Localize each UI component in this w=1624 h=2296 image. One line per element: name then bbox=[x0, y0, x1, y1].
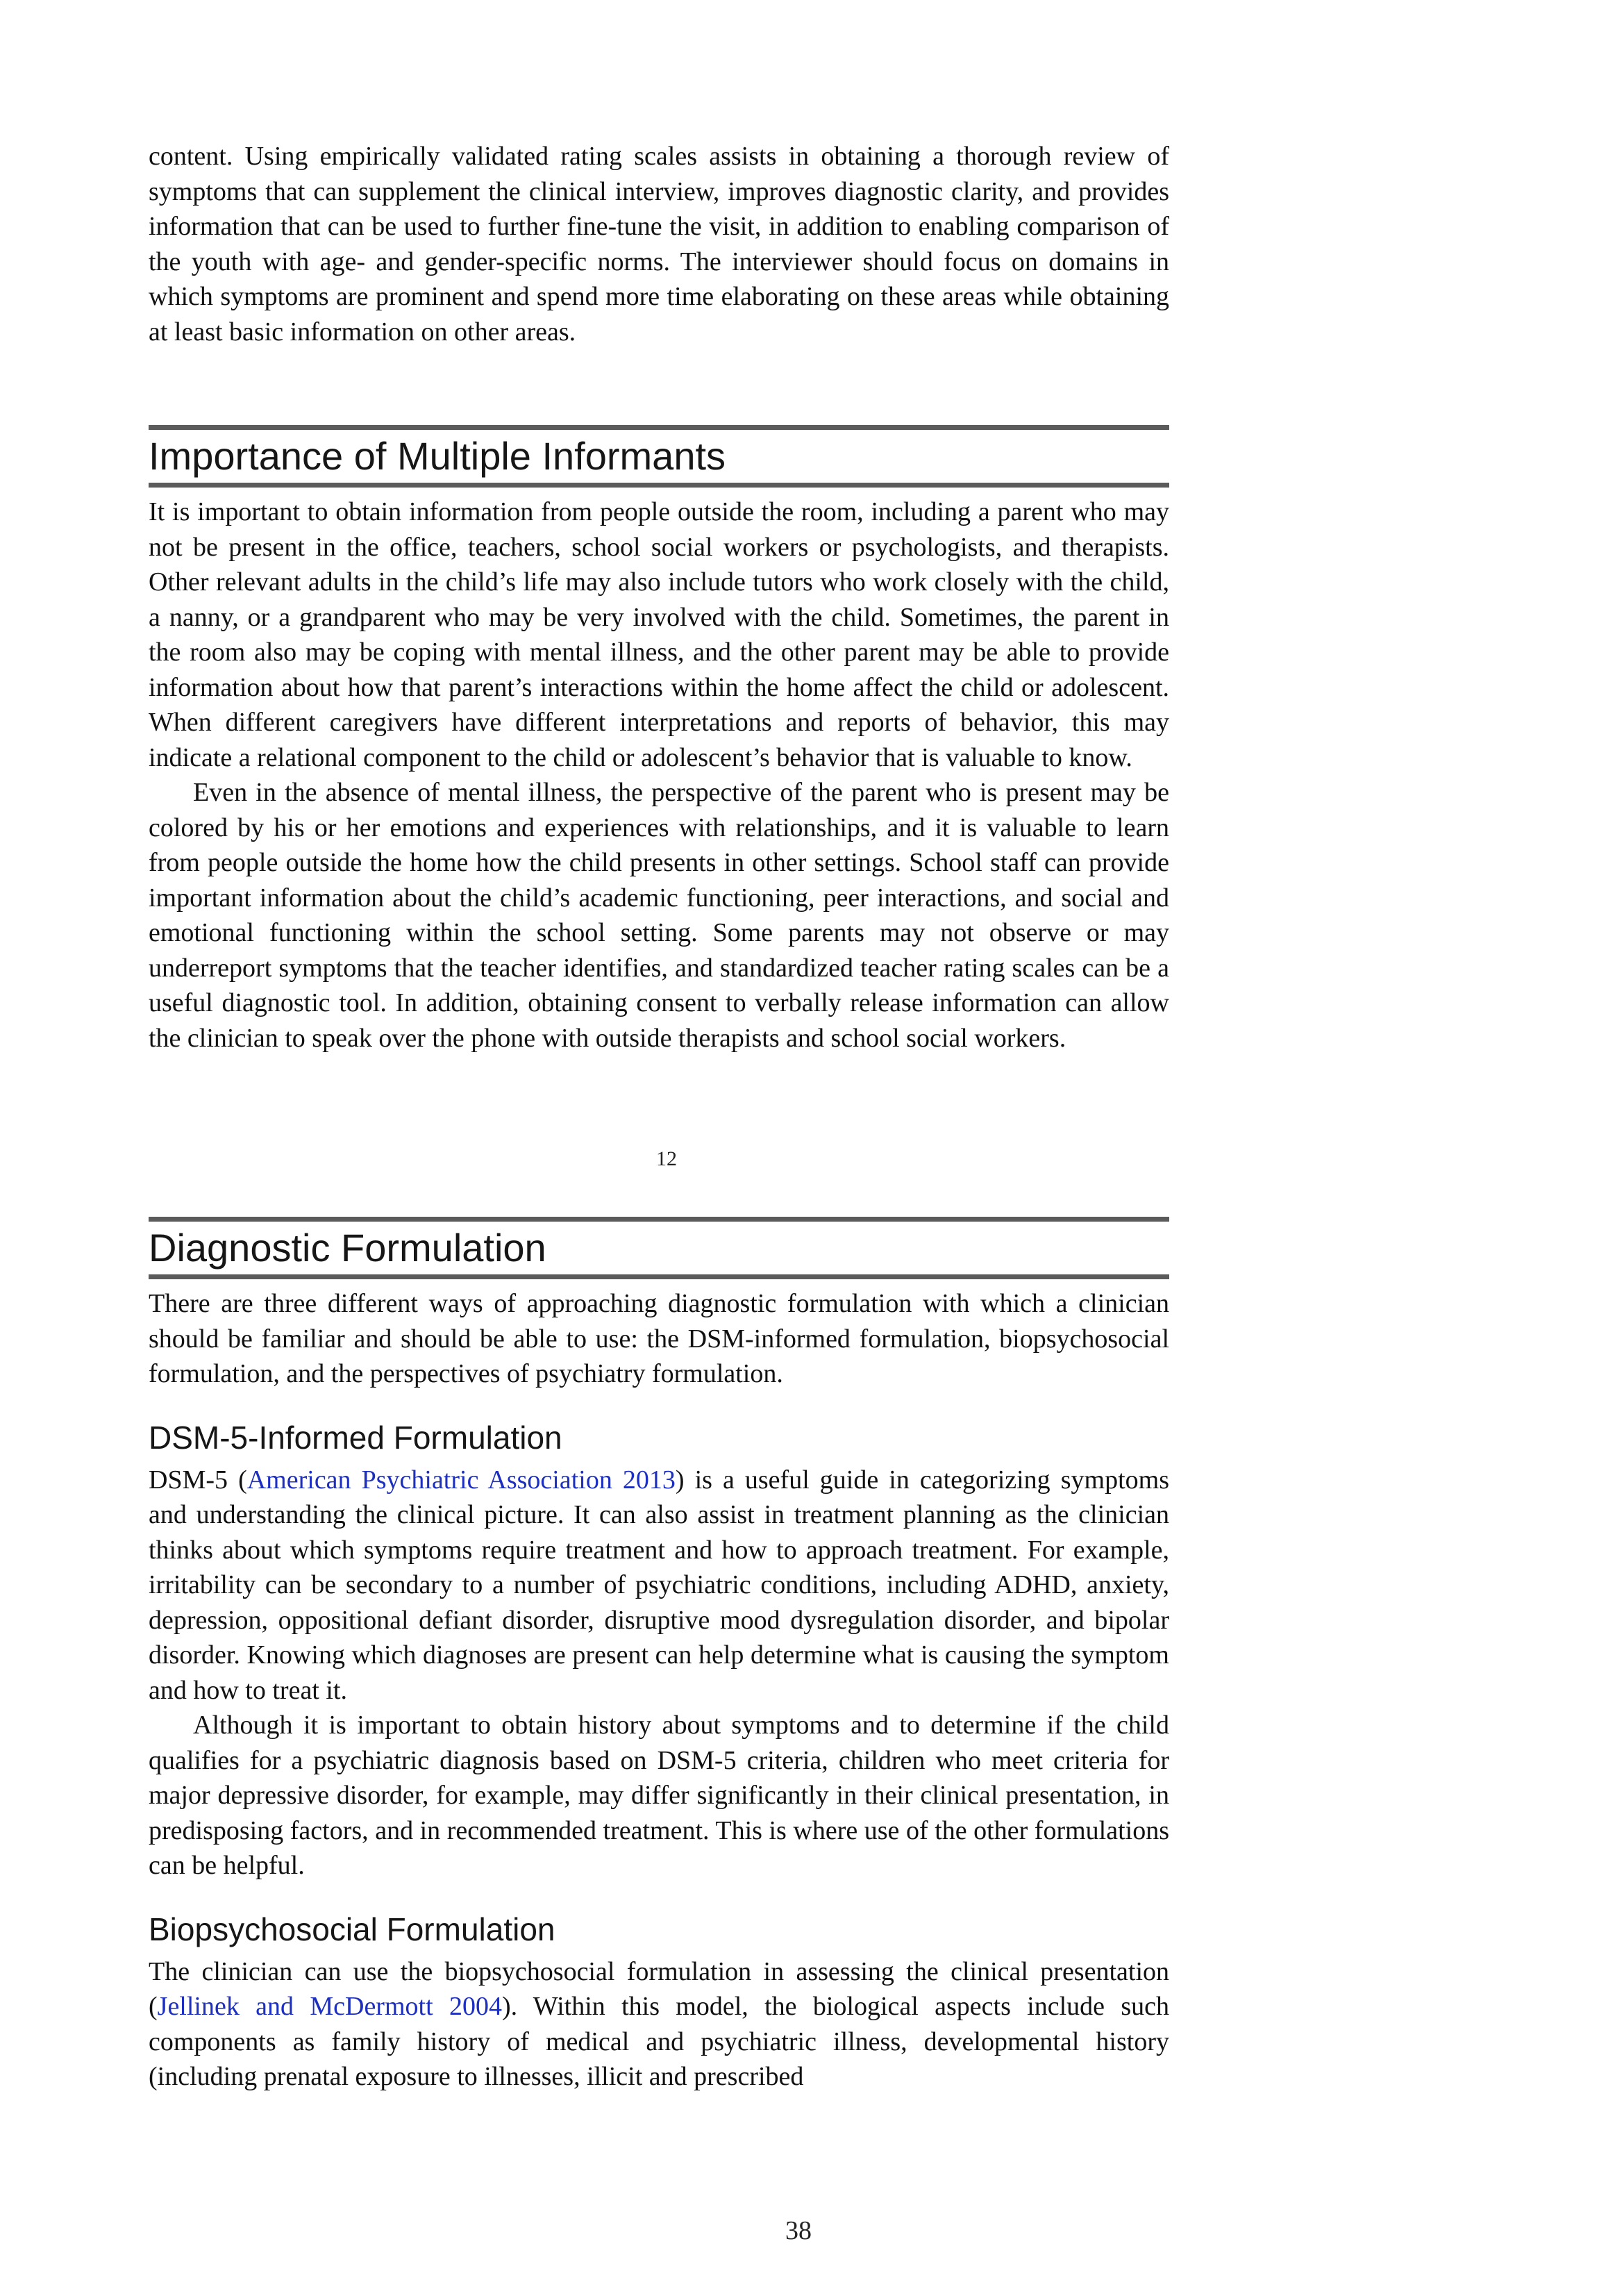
page-number: 38 bbox=[785, 2216, 812, 2245]
inner-page-number: 12 bbox=[656, 1147, 677, 1170]
heading-rule-bottom bbox=[149, 483, 1169, 488]
text-run: ) is a useful guide in categorizing symptoms and understanding the clinical picture. It can also assist in treatment planning as the clinician thinks about which symptoms require treatment and how to approach treatment. For example, irritability can be secondary to a number of psychiatric conditions, including ADHD, anxiety, depression, oppositional defiant disorder, disruptive mood dysregulation disorder, and bipolar disorder. Knowing which diagnoses are present can help determine what is causing the symptom and how to treat it. bbox=[149, 1465, 1169, 1705]
body-paragraph: Although it is important to obtain history about symptoms and to determine if the child qualifies for a psychiatric diagnosis based on DSM-5 criteria, children who meet criteria for major depressive disorder, for example, may differ significantly in their clinical presentation, in predisposing factors, and in recommended treatment. This is where use of the other formulations can be helpful. bbox=[149, 1711, 1169, 1880]
body-paragraph: It is important to obtain information from people outside the room, including a parent who may not be present in the office, teachers, school social workers or psychologists, and therapists. Other relevant adults in the child’s life may also include tutors who work closely with the child, a nanny, or a grandparent who may be very involved with the child. Sometimes, the parent in the room also may be coping with mental illness, and the other parent may be able to provide information about how that parent’s interactions within the home affect the child or adolescent. When different caregivers have different interpretations and reports of behavior, this may indicate a relational component to the child or adolescent’s behavior that is valuable to know. bbox=[149, 497, 1169, 772]
citation-link[interactable]: Jellinek and McDermott 2004 bbox=[157, 1992, 502, 2021]
subsection-heading: DSM-5-Informed Formulation bbox=[149, 1419, 562, 1456]
citation-link[interactable]: American Psychiatric Association 2013 bbox=[246, 1465, 676, 1495]
body-paragraph bbox=[149, 1954, 1169, 2095]
section-heading: Importance of Multiple Informants bbox=[149, 434, 726, 478]
heading-rule-top bbox=[149, 425, 1169, 430]
text-run: The clinician can use the biopsychosocial formulation in assessing the clinical presentation ( bbox=[149, 1956, 1169, 2021]
heading-rule-top bbox=[149, 1217, 1169, 1222]
text-run: ). Within this model, the biological aspects include such components as family history of medical and psychiatric illness, developmental history (including prenatal exposure to illnesses, illicit and prescribed bbox=[149, 1992, 1169, 2091]
text-run: DSM-5 ( bbox=[149, 1465, 247, 1495]
section-heading: Diagnostic Formulation bbox=[149, 1226, 546, 1270]
intro-block bbox=[149, 139, 1169, 349]
intro-paragraph: content. Using empirically validated rating scales assists in obtaining a thorough review of symptoms that can supplement the clinical interview, improves diagnostic clarity, and provides information that can be used to further fine-tune the visit, in addition to enabling comparison of the youth with age- and gender-specific norms. The interviewer should focus on domains in which symptoms are prominent and spend more time elaborating on these areas while obtaining at least basic information on other areas. bbox=[149, 142, 1169, 347]
section-formulation bbox=[149, 1217, 1169, 2095]
body-paragraph bbox=[149, 1463, 1169, 1708]
body-paragraph: Even in the absence of mental illness, the perspective of the parent who is present may be colored by his or her emotions and experiences with relationships, and it is valuable to learn from people outside the home how the child presents in other settings. School staff can provide important information about the child’s academic functioning, peer interactions, and social and emotional functioning within the school setting. Some parents may not observe or may underreport symptoms that the teacher identifies, and standardized teacher rating scales can be a useful diagnostic tool. In addition, obtaining consent to verbally release information can allow the clinician to speak over the phone with outside therapists and school social workers. bbox=[149, 778, 1169, 1053]
heading-rule-bottom bbox=[149, 1274, 1169, 1279]
subsection-heading: Biopsychosocial Formulation bbox=[149, 1911, 555, 1947]
section-informants bbox=[149, 425, 1169, 1056]
body-paragraph: There are three different ways of approaching diagnostic formulation with which a clinician should be familiar and should be able to use: the DSM-informed formulation, biopsychosocial formulation, and the perspectives of psychiatry formulation. bbox=[149, 1289, 1169, 1388]
